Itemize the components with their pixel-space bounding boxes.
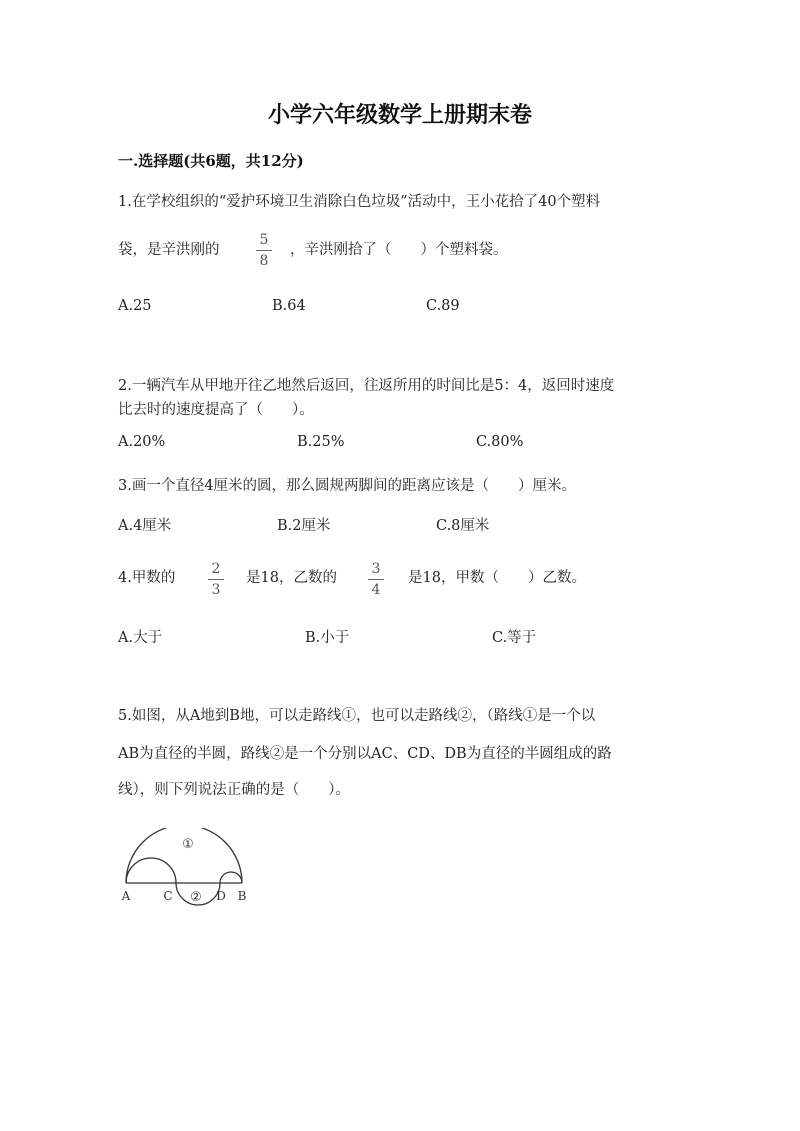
point-label-a: A (121, 889, 131, 903)
question-2-option-c[interactable]: C.80% (476, 434, 524, 450)
question-3-option-b[interactable]: B.2厘米 (277, 518, 331, 534)
route-2-semicircle-ac (126, 858, 176, 883)
question-5-line-1: 5.如图，从A地到B地，可以走路线①，也可以走路线②，（路线①是一个以 (118, 708, 596, 724)
fraction-numerator: 2 (211, 561, 221, 577)
question-4-text-end: 是18，甲数（ ）乙数。 (408, 570, 586, 586)
question-1-option-a[interactable]: A.25 (118, 298, 152, 314)
question-1-line-1: 1.在学校组织的“爱护环境卫生消除白色垃圾”活动中，王小花拾了40个塑料 (118, 194, 601, 210)
question-4-option-c[interactable]: C.等于 (492, 630, 537, 646)
point-label-c: C (163, 889, 173, 903)
fraction-numerator: 3 (371, 561, 381, 577)
question-3-option-a[interactable]: A.4厘米 (118, 518, 172, 534)
question-2-line-2: 比去时的速度提高了（ ）。 (118, 402, 314, 418)
question-5-line-2: AB为直径的半圆，路线②是一个分别以AC、CD、DB为直径的半圆组成的路 (118, 746, 612, 762)
fraction-bar (256, 250, 272, 251)
question-2-option-a[interactable]: A.20% (118, 434, 166, 450)
question-4-option-a[interactable]: A.大于 (118, 630, 163, 646)
point-label-b: B (237, 889, 247, 903)
fraction-denominator: 8 (259, 253, 269, 269)
route-diagram (118, 828, 258, 910)
fraction-bar (368, 579, 384, 580)
route-2-label: ② (190, 890, 202, 905)
question-4-text-middle: 是18，乙数的 (246, 570, 337, 586)
fraction-denominator: 3 (211, 582, 221, 598)
fraction-denominator: 4 (371, 582, 381, 598)
question-1-fraction (255, 233, 273, 268)
question-3-line-1: 3.画一个直径4厘米的圆，那么圆规两脚间的距离应该是（ ）厘米。 (118, 478, 577, 494)
fraction-bar (208, 579, 224, 580)
route-2-semicircle-db (220, 872, 242, 883)
question-4-fraction-b (367, 562, 385, 597)
question-4-option-b[interactable]: B.小于 (305, 630, 350, 646)
question-4-fraction-a (207, 562, 225, 597)
point-label-d: D (216, 889, 226, 903)
question-5-line-3: 线），则下列说法正确的是（ ）。 (118, 782, 350, 798)
question-4-text-start: 4.甲数的 (118, 570, 176, 586)
question-1-option-b[interactable]: B.64 (272, 298, 306, 314)
page-title: 小学六年级数学上册期末卷 (267, 102, 532, 128)
question-1-line-2-end: ，辛洪刚拾了（ ）个塑料袋。 (290, 242, 508, 258)
section-heading: 一.选择题(共6题，共12分) (118, 152, 304, 170)
question-2-option-b[interactable]: B.25% (297, 434, 345, 450)
question-3-option-c[interactable]: C.8厘米 (436, 518, 490, 534)
fraction-numerator: 5 (259, 232, 269, 248)
question-2-line-1: 2.一辆汽车从甲地开往乙地然后返回，往返所用的时间比是5：4，返回时速度 (118, 378, 615, 394)
route-1-label: ① (182, 837, 194, 852)
question-1-line-2-start: 袋，是辛洪刚的 (118, 242, 220, 258)
question-1-option-c[interactable]: C.89 (426, 298, 460, 314)
